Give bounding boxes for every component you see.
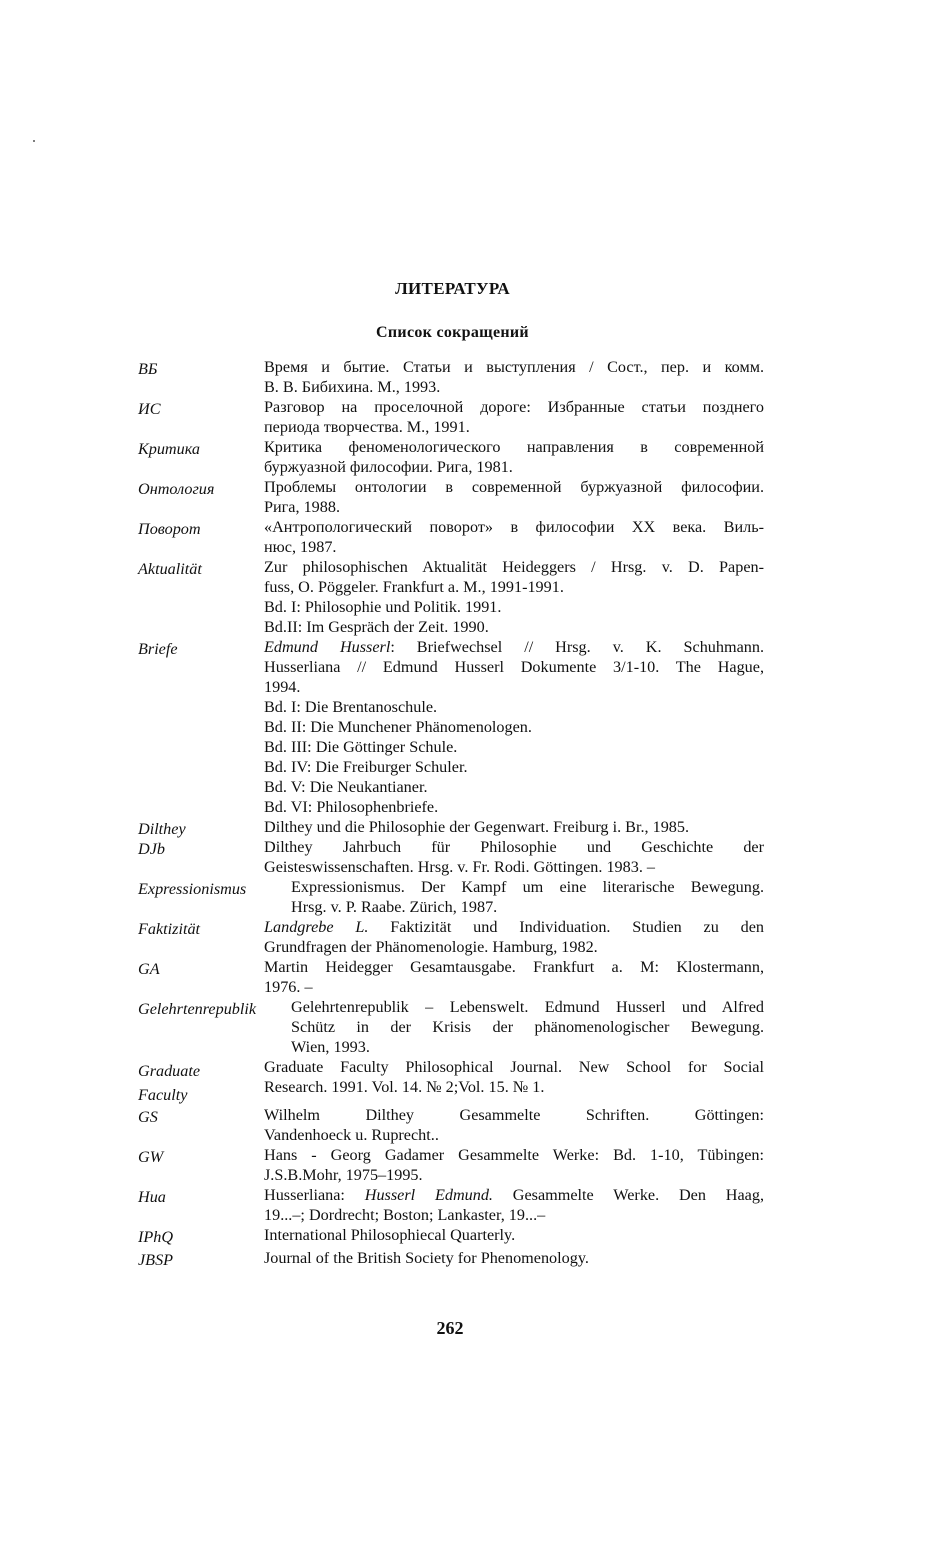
- reference-text: [264, 917, 764, 957]
- page-title: ЛИТЕРАТУРА: [395, 279, 510, 298]
- reference-text: [291, 877, 764, 917]
- reference-line: Husserliana // Edmund Husserl Dokumente 3/1-10. The Hague,: [264, 658, 764, 676]
- reference-line: Bd. V: Die Neukantianer.: [264, 778, 428, 796]
- reference-line: Bd. VI: Philosophenbriefe.: [264, 798, 439, 816]
- abbreviation: Hua: [138, 1188, 166, 1206]
- list-item: [138, 637, 764, 817]
- reference-line: 19...–; Dordrecht; Boston; Lankaster, 19...–: [264, 1206, 546, 1224]
- reference-line: Разговор на проселочной дороге: Избранные статьи позднего: [264, 398, 764, 416]
- abbreviation: GS: [138, 1108, 158, 1126]
- list-item: [138, 1145, 764, 1185]
- reference-line: Wien, 1993.: [291, 1038, 370, 1056]
- list-item: [138, 997, 764, 1057]
- abbreviation: DJb: [138, 840, 165, 858]
- list-item: [138, 437, 764, 477]
- reference-line: периода творчества. М., 1991.: [264, 418, 470, 436]
- reference-fragment: Faktizität und Individuation. Studien zu den: [368, 918, 764, 936]
- list-item: [138, 837, 764, 877]
- list-item: [138, 917, 764, 957]
- abbreviation: JBSP: [138, 1251, 174, 1269]
- reference-text: [264, 837, 764, 877]
- reference-line: Hans - Georg Gadamer Gesammelte Werke: Bd. 1-10, Tübingen:: [264, 1146, 764, 1164]
- list-item: [138, 817, 764, 837]
- list-item: [138, 1057, 764, 1105]
- abbreviation: GW: [138, 1148, 164, 1166]
- scan-speck: [33, 140, 35, 142]
- reference-line: 1976. –: [264, 978, 313, 996]
- reference-line: Bd. II: Die Munchener Phänomenologen.: [264, 718, 532, 736]
- reference-text: [264, 817, 764, 837]
- reference-text: [264, 437, 764, 477]
- list-item: [138, 557, 764, 637]
- list-item: [138, 477, 764, 517]
- abbreviation: Поворот: [138, 520, 201, 538]
- list-item: [138, 397, 764, 437]
- reference-text: [264, 637, 764, 817]
- reference-line: Dilthey Jahrbuch für Philosophie und Geschichte der: [264, 838, 764, 856]
- reference-line: Schütz in der Krisis der phänomenologischer Bewegung.: [291, 1018, 764, 1036]
- abbreviation: Онтология: [138, 480, 215, 498]
- author-name: Edmund Husserl: [264, 638, 391, 656]
- abbreviation: [138, 1059, 200, 1107]
- reference-line: Expressionismus. Der Kampf um eine literarische Bewegung.: [291, 878, 764, 896]
- reference-line: Journal of the British Society for Phenomenology.: [264, 1249, 589, 1267]
- abbreviation-line: Graduate: [138, 1062, 201, 1080]
- reference-text: [291, 997, 764, 1057]
- abbreviation: Expressionismus: [138, 880, 247, 898]
- reference-line: Проблемы онтологии в современной буржуазной философии.: [264, 478, 764, 496]
- abbreviation: ВБ: [138, 360, 158, 378]
- list-item: [138, 1185, 764, 1225]
- reference-line: Bd. III: Die Göttinger Schule.: [264, 738, 458, 756]
- abbreviation: Dilthey: [138, 820, 186, 838]
- list-item: [138, 877, 764, 917]
- spacer: [264, 1097, 764, 1105]
- abbreviation: Briefe: [138, 640, 178, 658]
- page-number: 262: [436, 1318, 464, 1338]
- reference-line: Bd.II: Im Gespräch der Zeit. 1990.: [264, 618, 489, 636]
- reference-fragment: : Briefwechsel // Hrsg. v. K. Schuhmann.: [390, 638, 764, 656]
- reference-text: [264, 1105, 764, 1145]
- reference-line: Martin Heidegger Gesamtausgabe. Frankfurt a. M: Klostermann,: [264, 958, 764, 976]
- reference-text: [264, 1225, 764, 1245]
- list-item: [138, 1105, 764, 1145]
- author-name: Landgrebe L.: [264, 918, 369, 936]
- reference-line: Bd. I: Philosophie und Politik. 1991.: [264, 598, 502, 616]
- abbreviation: Критика: [138, 440, 200, 458]
- reference-line: J.S.B.Mohr, 1975–1995.: [264, 1166, 423, 1184]
- reference-line: Grundfragen der Phänomenologie. Hamburg, 1982.: [264, 938, 598, 956]
- list-item: [138, 517, 764, 557]
- reference-text: [264, 477, 764, 517]
- list-item: [138, 357, 764, 397]
- reference-line: [264, 917, 764, 937]
- reference-line: Bd. I: Die Brentanoschule.: [264, 698, 438, 716]
- reference-line: Research. 1991. Vol. 14. № 2;Vol. 15. № 1.: [264, 1078, 545, 1096]
- reference-line: [264, 1185, 764, 1205]
- reference-line: Критика феноменологического направления в современной: [264, 438, 764, 456]
- reference-line: 1994.: [264, 678, 301, 696]
- list-item: [138, 957, 764, 997]
- abbreviation: IPhQ: [138, 1228, 174, 1246]
- reference-line: Vandenhoeck u. Ruprecht..: [264, 1126, 439, 1144]
- reference-line: International Philosophiecal Quarterly.: [264, 1226, 516, 1244]
- reference-fragment: Husserliana:: [264, 1186, 365, 1204]
- abbreviation: Faktizität: [138, 920, 201, 938]
- reference-text: [264, 397, 764, 437]
- reference-line: Gelehrtenrepublik – Lebenswelt. Edmund Husserl und Alfred: [291, 998, 764, 1016]
- reference-line: «Антропологический поворот» в философии XX века. Виль-: [264, 518, 764, 536]
- reference-line: [264, 637, 764, 657]
- reference-text: [264, 957, 764, 997]
- reference-line: Bd. IV: Die Freiburger Schuler.: [264, 758, 468, 776]
- reference-line: Graduate Faculty Philosophical Journal. New School for Social: [264, 1058, 764, 1076]
- list-item: [138, 1248, 764, 1268]
- abbreviation: GA: [138, 960, 160, 978]
- reference-line: буржуазной философии. Рига, 1981.: [264, 458, 513, 476]
- reference-text: [264, 357, 764, 397]
- reference-text: [264, 1057, 764, 1105]
- section-subtitle: Список сокращений: [376, 324, 529, 341]
- reference-line: Zur philosophischen Aktualität Heideggers / Hrsg. v. D. Papen-: [264, 558, 764, 576]
- reference-text: [264, 1145, 764, 1185]
- reference-line: Wilhelm Dilthey Gesammelte Schriften. Göttingen:: [264, 1106, 764, 1124]
- reference-text: [264, 557, 764, 637]
- abbreviation: Aktualität: [138, 560, 202, 578]
- reference-text: [264, 517, 764, 557]
- reference-line: В. В. Бибихина. М., 1993.: [264, 378, 441, 396]
- reference-line: Hrsg. v. P. Raabe. Zürich, 1987.: [291, 898, 498, 916]
- abbreviation: ИС: [138, 400, 161, 418]
- reference-text: [264, 1248, 764, 1268]
- reference-line: Geisteswissenschaften. Hrsg. v. Fr. Rodi. Göttingen. 1983. –: [264, 858, 656, 876]
- reference-line: Время и бытие. Статьи и выступления / Сост., пер. и комм.: [264, 358, 764, 376]
- reference-line: нюс, 1987.: [264, 538, 337, 556]
- author-name: Husserl Edmund.: [364, 1186, 493, 1204]
- reference-line: Рига, 1988.: [264, 498, 341, 516]
- list-item: [138, 1225, 764, 1245]
- reference-line: fuss, O. Pöggeler. Frankfurt a. M., 1991-1991.: [264, 578, 564, 596]
- abbreviation-line: Faculty: [138, 1086, 188, 1104]
- reference-line: Dilthey und die Philosophie der Gegenwart. Freiburg i. Br., 1985.: [264, 818, 690, 836]
- abbreviation: Gelehrtenrepublik: [138, 1000, 257, 1018]
- abbreviations-list: [138, 357, 764, 1268]
- reference-text: [264, 1185, 764, 1225]
- reference-fragment: Gesammelte Werke. Den Haag,: [492, 1186, 764, 1204]
